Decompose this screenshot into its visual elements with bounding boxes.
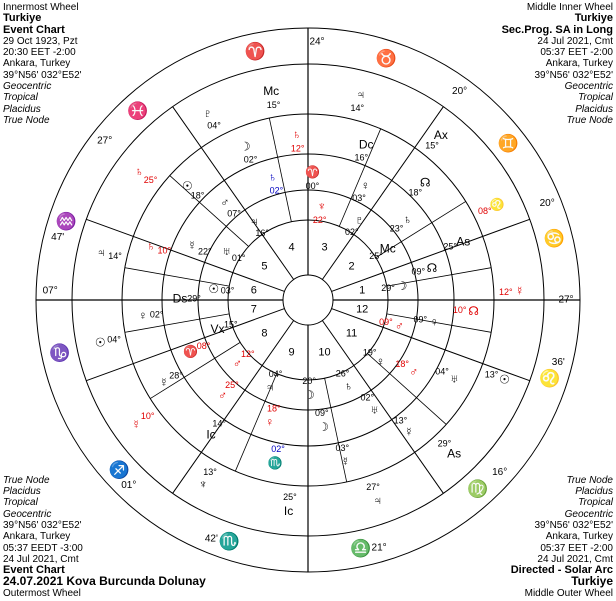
planet-degree: 19° — [362, 347, 377, 358]
planet-glyph: ☊ — [468, 303, 479, 318]
chart-point — [250, 215, 270, 239]
cusp-degree-label: 42' — [204, 533, 218, 545]
planet-glyph: Ds — [172, 291, 188, 306]
planet-degree: 29° — [381, 283, 395, 294]
planet-glyph: Ic — [206, 427, 216, 442]
planet-glyph: ♄ — [146, 239, 156, 253]
chart-place: Ankara, Turkey — [545, 58, 613, 70]
chart-place: Ankara, Turkey — [3, 58, 71, 70]
chart-point — [266, 369, 283, 394]
planet-glyph: ♅ — [222, 243, 232, 258]
wheel-name: Middle Inner Wheel — [526, 2, 613, 13]
planet-glyph: ♄ — [344, 378, 353, 393]
planet-glyph: ☿ — [404, 424, 414, 439]
planet-glyph: ♃ — [96, 245, 106, 260]
planet-degree: 12° — [290, 143, 305, 154]
chart-date: 24 Jul 2021, Cmt — [3, 553, 79, 565]
planet-degree: 01° — [231, 253, 246, 264]
planet-glyph: ☿ — [187, 238, 197, 253]
planet-glyph: ♆ — [198, 477, 208, 492]
planet-glyph: ♃ — [356, 87, 366, 102]
planet-glyph: Ic — [283, 504, 294, 519]
setting: Tropical — [578, 497, 613, 509]
planet-glyph: ♄ — [292, 127, 302, 142]
chart-point — [160, 371, 184, 390]
planet-glyph: ☽ — [239, 139, 251, 154]
chart-point — [135, 165, 158, 185]
chart-point — [425, 128, 448, 151]
zodiac-glyph-sagittarius: ♐ — [108, 460, 130, 480]
cusp-degree-label: 27° — [97, 135, 113, 147]
chart-point — [485, 369, 510, 386]
planet-degree: 09° — [379, 317, 393, 328]
chart-point — [335, 443, 350, 469]
zodiac-glyph-libra: ♎ — [350, 538, 372, 558]
chart-point — [222, 244, 246, 263]
planet-glyph: Dc — [358, 137, 374, 152]
setting: True Node — [3, 114, 50, 126]
setting: Tropical — [3, 497, 38, 509]
chart-point — [453, 304, 479, 318]
chart-point — [352, 179, 370, 204]
planet-degree: 18° — [266, 403, 281, 414]
planet-degree: 00° — [305, 181, 320, 192]
chart-point — [395, 359, 418, 379]
planet-degree: 12° — [498, 286, 513, 297]
planet-glyph: ♂ — [232, 356, 242, 371]
zodiac-glyph-capricorn: ♑ — [49, 343, 71, 363]
setting: Placidus — [575, 103, 613, 115]
chart-coords: 39°N56' 032°E52' — [534, 519, 613, 531]
chart-point — [336, 368, 353, 393]
cusp-degree-label: 20° — [539, 197, 555, 209]
planet-glyph: ♄ — [134, 164, 144, 179]
wheel-name: Outermost Wheel — [3, 587, 81, 599]
zodiac-glyph-virgo: ♍ — [467, 479, 489, 499]
chart-point — [381, 279, 407, 293]
planet-glyph: ☽ — [396, 279, 408, 293]
cusp-degree-label: 16° — [492, 467, 508, 479]
planet-degree: 23° — [389, 223, 404, 234]
planet-degree: 04° — [207, 120, 221, 131]
setting: Geocentric — [564, 81, 613, 93]
planet-degree: 02° — [243, 154, 258, 165]
chart-place: Ankara, Turkey — [3, 531, 71, 543]
planet-glyph: ♂ — [394, 319, 404, 334]
chart-point — [354, 138, 373, 163]
planet-degree: 03° — [352, 193, 366, 204]
planet-layer — [95, 84, 524, 518]
zodiac-glyph-aquarius: ♒ — [55, 212, 77, 231]
chart-point — [203, 106, 221, 130]
planet-degree: 25° — [283, 492, 297, 503]
planet-glyph: ♂ — [409, 365, 419, 379]
chart-point — [208, 282, 234, 296]
zodiac-glyph-aries: ♈ — [244, 42, 266, 62]
planet-glyph: Vx — [210, 321, 225, 336]
planet-degree: 26° — [335, 368, 350, 379]
planet-glyph: ☉ — [182, 179, 193, 193]
planet-degree: 12° — [240, 349, 255, 360]
house-number-8: 8 — [261, 327, 268, 340]
house-number-6: 6 — [250, 284, 257, 297]
chart-point — [263, 84, 281, 110]
chart-time: 05:37 EEDT -3:00 — [3, 542, 83, 554]
chart-time: 05:37 EET -2:00 — [540, 542, 613, 554]
planet-glyph: ♃ — [249, 214, 259, 229]
cusp-degree-label: 20° — [452, 85, 468, 97]
planet-degree: 18° — [408, 187, 423, 198]
chart-point — [138, 309, 164, 323]
planet-glyph: ☿ — [131, 417, 141, 432]
planet-degree: 14° — [108, 250, 122, 261]
setting: Tropical — [578, 92, 613, 104]
planet-degree: 07° — [227, 208, 241, 219]
chart-point — [413, 315, 438, 329]
planet-glyph: ☉ — [499, 372, 510, 387]
zodiac-glyph-pisces: ♓ — [127, 101, 149, 121]
chart-point — [233, 349, 255, 370]
cusp-degree-label: 01° — [121, 480, 137, 492]
chart-point — [478, 198, 505, 216]
planet-glyph: ☿ — [159, 375, 169, 390]
chart-point — [265, 404, 281, 429]
planet-degree: 20° — [302, 376, 317, 386]
cusp-degree-label: 47' — [51, 232, 65, 244]
setting: Tropical — [3, 92, 38, 104]
chart-coords: 39°N56' 032°E52' — [3, 519, 82, 531]
chart-point — [390, 213, 412, 234]
planet-degree: 15° — [425, 140, 439, 151]
planet-glyph: ♄ — [403, 212, 412, 227]
chart-point — [315, 408, 329, 434]
cusp-degree-label: 36' — [551, 356, 565, 368]
chart-name: Turkiye — [3, 12, 42, 25]
planet-degree: 29° — [187, 293, 201, 304]
planet-degree: 13° — [203, 467, 217, 478]
planet-degree: 02° — [269, 185, 284, 196]
planet-glyph: Ax — [433, 127, 448, 142]
setting: Placidus — [3, 103, 41, 115]
chart-type: Event Chart — [3, 564, 65, 577]
chart-point — [173, 292, 202, 306]
planet-degree: 28° — [169, 370, 183, 381]
planet-glyph: ☿ — [515, 284, 525, 299]
planet-glyph: ♃ — [265, 380, 275, 395]
chart-point — [305, 165, 320, 191]
planet-glyph: ♏ — [267, 455, 283, 470]
planet-degree: 10° — [452, 304, 467, 315]
chart-point — [345, 213, 364, 237]
chart-point — [182, 179, 205, 201]
planet-glyph: ♀ — [375, 354, 385, 369]
planet-glyph: ♀ — [138, 308, 148, 323]
planet-degree: 16° — [354, 152, 369, 163]
planet-degree: 09° — [411, 266, 426, 277]
chart-name: Turkiye — [574, 12, 613, 25]
planet-glyph: ♌ — [489, 197, 505, 212]
cusp-degree-label: 21° — [371, 542, 387, 554]
chart-point — [291, 127, 305, 153]
planet-glyph: ♈ — [183, 344, 199, 359]
chart-point — [132, 411, 155, 431]
planet-degree: 02° — [344, 226, 359, 237]
planet-glyph: ♄ — [268, 170, 277, 184]
planet-degree: 25° — [225, 379, 239, 390]
planet-degree: 13° — [484, 369, 499, 380]
wheel-name: Innermost Wheel — [3, 2, 79, 13]
chart-point — [360, 392, 379, 416]
planet-glyph: ♀ — [360, 178, 370, 193]
planet-degree: 09° — [413, 314, 428, 325]
zodiac-glyph-leo: ♌ — [539, 369, 561, 388]
planet-degree: 16° — [255, 228, 270, 239]
house-number-4: 4 — [288, 241, 295, 254]
planet-degree: 14° — [212, 418, 227, 429]
chart-point — [97, 246, 122, 261]
chart-coords: 39°N56' 032°E52' — [534, 69, 613, 81]
chart-point — [210, 320, 238, 336]
chart-point — [188, 239, 212, 257]
chart-point — [366, 482, 382, 507]
chart-point — [240, 139, 258, 164]
planet-degree: 10° — [140, 411, 155, 422]
chart-type: Directed - Solar Arc — [510, 564, 613, 577]
planet-degree: 25° — [369, 251, 383, 261]
chart-time: 05:37 EET -2:00 — [540, 47, 613, 59]
chart-name: Turkiye — [571, 574, 613, 589]
planet-glyph: ♂ — [218, 388, 228, 403]
chart-point — [283, 492, 297, 518]
planet-degree: 18° — [395, 359, 410, 370]
chart-point — [220, 196, 241, 219]
setting: Placidus — [575, 486, 613, 498]
planet-glyph: ♈ — [305, 165, 321, 180]
chart-type: Event Chart — [3, 23, 65, 36]
planet-glyph: ♇ — [203, 106, 212, 121]
planet-degree: 25° — [143, 175, 158, 185]
ring-center-hub — [283, 275, 333, 325]
cusp-degree-label: 24° — [309, 36, 325, 48]
planet-degree: 02° — [149, 309, 164, 320]
chart-point — [268, 444, 285, 470]
chart-point — [183, 341, 210, 359]
planet-glyph: ☉ — [94, 335, 106, 350]
zodiac-glyph-gemini: ♊ — [497, 134, 519, 154]
house-number-11: 11 — [345, 327, 358, 340]
chart-point — [435, 367, 459, 386]
planet-degree: 03° — [220, 285, 235, 296]
planet-degree: 10° — [157, 245, 172, 256]
planet-degree: 18° — [190, 190, 205, 201]
setting: True Node — [566, 114, 613, 126]
planet-glyph: ☊ — [426, 260, 438, 275]
planet-glyph: ♀ — [265, 415, 275, 430]
planet-glyph: ♆ — [317, 199, 327, 213]
planet-degree: 13° — [393, 415, 408, 426]
planet-degree: 27° — [366, 482, 380, 492]
zodiac-glyph-cancer: ♋ — [543, 229, 566, 249]
planet-degree: 29° — [437, 438, 452, 449]
chart-point — [408, 175, 430, 197]
planet-degree: 15° — [223, 319, 238, 330]
planet-glyph: ♃ — [373, 493, 383, 508]
planet-degree: 25° — [443, 241, 458, 252]
planet-glyph: ☿ — [341, 454, 350, 469]
chart-point — [363, 347, 385, 368]
planet-degree: 04° — [107, 334, 121, 345]
planet-glyph: ♅ — [449, 371, 459, 386]
planet-glyph: As — [447, 446, 462, 461]
planet-glyph: ☽ — [304, 388, 315, 402]
chart-point — [302, 376, 316, 402]
house-number-3: 3 — [321, 241, 328, 254]
chart-date: 29 Oct 1923, Pzt — [3, 35, 78, 47]
planet-degree: 03° — [335, 443, 350, 454]
setting: Geocentric — [564, 508, 613, 520]
setting: Geocentric — [3, 508, 52, 520]
chart-point — [313, 199, 327, 225]
setting: Placidus — [3, 486, 41, 498]
planet-degree: 08° — [196, 340, 211, 351]
chart-point — [218, 380, 239, 402]
chart-point — [350, 88, 365, 114]
house-number-12: 12 — [356, 303, 369, 316]
planet-glyph: ☽ — [318, 420, 329, 435]
zodiac-glyph-scorpio: ♏ — [218, 532, 241, 552]
chart-point — [199, 467, 218, 491]
cusp-degree-label: 07° — [42, 285, 58, 297]
planet-degree: 04° — [435, 366, 449, 377]
planet-degree: 22° — [312, 214, 327, 225]
chart-point — [147, 239, 172, 256]
zodiac-glyph-taurus: ♉ — [375, 48, 398, 68]
chart-point — [499, 284, 524, 298]
chart-point — [438, 439, 462, 461]
house-number-1: 1 — [359, 284, 366, 297]
planet-glyph: ♇ — [354, 213, 364, 228]
chart-coords: 39°N56' 032°E52' — [3, 69, 82, 81]
house-cusp-lines — [36, 28, 580, 572]
planet-glyph: ♀ — [429, 314, 439, 329]
planet-glyph: ☊ — [419, 175, 431, 190]
chart-type: Sec.Prog. SA in Long — [501, 23, 613, 36]
setting: True Node — [566, 474, 613, 486]
house-number-7: 7 — [250, 303, 257, 316]
chart-time: 20:30 EET -2:00 — [3, 47, 76, 59]
planet-degree: 15° — [266, 100, 281, 110]
chart-date: 24 Jul 2021, Cmt — [537, 35, 613, 47]
planet-glyph: Mc — [263, 84, 280, 99]
chart-point — [411, 261, 437, 277]
cusp-degree-label: 27° — [558, 294, 574, 306]
setting: True Node — [3, 474, 50, 486]
planet-glyph: ☉ — [208, 281, 220, 296]
planet-degree: 09° — [314, 408, 329, 419]
house-number-5: 5 — [261, 260, 268, 273]
planet-glyph: As — [456, 234, 471, 249]
chart-place: Ankara, Turkey — [545, 531, 613, 543]
house-number-2: 2 — [348, 260, 355, 273]
chart-name: 24.07.2021 Kova Burcunda Dolunay — [3, 574, 206, 589]
chart-date: 24 Jul 2021, Cmt — [537, 553, 613, 565]
planet-glyph: Mc — [379, 241, 396, 256]
house-number-10: 10 — [318, 346, 331, 359]
planet-degree: 14° — [350, 103, 365, 114]
planet-degree: 08° — [477, 205, 492, 216]
planet-degree: 02° — [360, 392, 375, 403]
planet-glyph: ♅ — [370, 402, 380, 417]
wheel-name: Middle Outer Wheel — [524, 587, 613, 599]
house-number-9: 9 — [288, 346, 295, 359]
chart-point — [443, 234, 470, 251]
chart-point — [95, 335, 121, 350]
planet-glyph: ♂ — [220, 195, 230, 210]
planet-degree: 22° — [197, 246, 212, 257]
planet-degree: 04° — [268, 369, 283, 380]
setting: Geocentric — [3, 81, 52, 93]
planet-degree: 02° — [271, 444, 285, 454]
chart-point — [369, 241, 396, 261]
